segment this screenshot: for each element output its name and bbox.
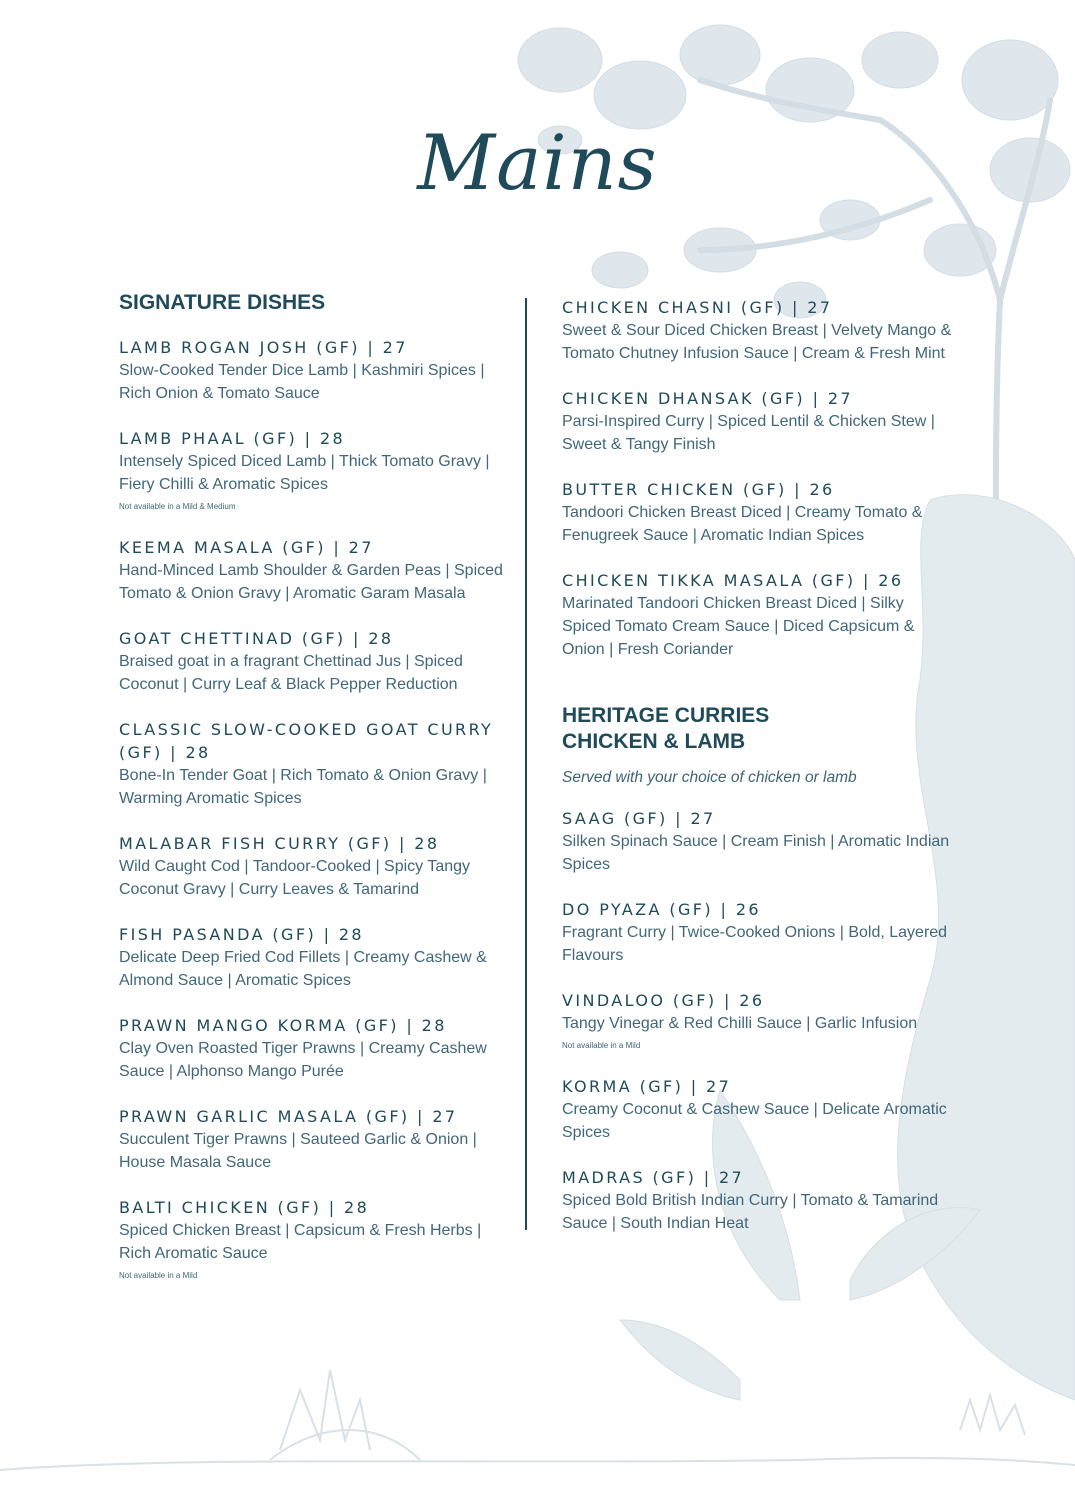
dish-description: Silken Spinach Sauce | Cream Finish | Aromatic Indian Spices bbox=[562, 833, 950, 873]
dish-note: Not available in a Mild & Medium bbox=[119, 502, 236, 511]
dish-name: BALTI CHICKEN (GF) | 28 bbox=[119, 1198, 370, 1217]
dish-item bbox=[119, 627, 504, 696]
dish-note: Not available in a Mild bbox=[562, 1041, 641, 1050]
dish-item bbox=[562, 1166, 952, 1235]
dish-name: BUTTER CHICKEN (GF) | 26 bbox=[562, 480, 835, 499]
dish-name: CHICKEN DHANSAK (GF) | 27 bbox=[562, 389, 853, 408]
dish-description: Sweet & Sour Diced Chicken Breast | Velvety Mango & Tomato Chutney Infusion Sauce | Cream & Fresh Mint bbox=[562, 322, 952, 362]
dish-note: Not available in a Mild bbox=[119, 1271, 198, 1280]
section-heading-heritage-sub: CHICKEN & LAMB bbox=[562, 730, 746, 753]
dish-item bbox=[562, 807, 952, 876]
page-title: Mains bbox=[417, 118, 658, 207]
dish-description: Tandoori Chicken Breast Diced | Creamy Tomato & Fenugreek Sauce | Aromatic Indian Spices bbox=[562, 504, 923, 544]
dish-name: LAMB PHAAL (GF) | 28 bbox=[119, 429, 346, 448]
dish-item bbox=[119, 1196, 504, 1280]
dish-name: MALABAR FISH CURRY (GF) | 28 bbox=[119, 834, 440, 853]
section-heading-heritage: HERITAGE CURRIES bbox=[562, 704, 770, 727]
dish-item bbox=[119, 536, 504, 605]
dish-description: Intensely Spiced Diced Lamb | Thick Tomato Gravy | Fiery Chilli & Aromatic Spices bbox=[119, 453, 490, 493]
dish-item bbox=[562, 989, 952, 1050]
dish-description: Spiced Bold British Indian Curry | Tomato & Tamarind Sauce | South Indian Heat bbox=[562, 1192, 939, 1232]
dish-name: CHICKEN TIKKA MASALA (GF) | 26 bbox=[562, 571, 904, 590]
column-divider bbox=[525, 298, 527, 1230]
left-column bbox=[119, 290, 504, 1280]
dish-item bbox=[119, 718, 504, 810]
dish-description: Parsi-Inspired Curry | Spiced Lentil & Chicken Stew | Sweet & Tangy Finish bbox=[562, 413, 935, 453]
dish-item bbox=[562, 1075, 952, 1144]
dish-description: Slow-Cooked Tender Dice Lamb | Kashmiri Spices | Rich Onion & Tomato Sauce bbox=[119, 362, 485, 402]
dish-item bbox=[562, 569, 952, 661]
dish-description: Hand-Minced Lamb Shoulder & Garden Peas | Spiced Tomato & Onion Gravy | Aromatic Garam Masala bbox=[119, 562, 503, 602]
dish-name: PRAWN MANGO KORMA (GF) | 28 bbox=[119, 1016, 447, 1035]
dish-name: CHICKEN CHASNI (GF) | 27 bbox=[562, 298, 833, 317]
dish-description: Tangy Vinegar & Red Chilli Sauce | Garlic Infusion bbox=[562, 1015, 918, 1032]
dish-name: PRAWN GARLIC MASALA (GF) | 27 bbox=[119, 1107, 458, 1126]
dish-item bbox=[562, 898, 952, 967]
dish-description: Delicate Deep Fried Cod Fillets | Creamy Cashew & Almond Sauce | Aromatic Spices bbox=[119, 949, 487, 989]
dish-description: Fragrant Curry | Twice-Cooked Onions | Bold, Layered Flavours bbox=[562, 924, 948, 964]
dish-item bbox=[119, 1105, 504, 1174]
dish-name: GOAT CHETTINAD (GF) | 28 bbox=[119, 629, 394, 648]
dish-item bbox=[562, 296, 952, 365]
dish-description: Succulent Tiger Prawns | Sauteed Garlic & Onion | House Masala Sauce bbox=[119, 1131, 477, 1171]
dish-item bbox=[119, 923, 504, 992]
section-subheading: Served with your choice of chicken or lamb bbox=[562, 769, 857, 786]
dish-description: Bone-In Tender Goat | Rich Tomato & Onion Gravy | Warming Aromatic Spices bbox=[119, 767, 487, 807]
dish-name: LAMB ROGAN JOSH (GF) | 27 bbox=[119, 338, 408, 357]
dish-name: VINDALOO (GF) | 26 bbox=[562, 991, 765, 1010]
dish-name: KORMA (GF) | 27 bbox=[562, 1077, 732, 1096]
dish-description: Marinated Tandoori Chicken Breast Diced | Silky Spiced Tomato Cream Sauce | Diced Capsicum & Onion | Fresh Coriander bbox=[562, 595, 915, 658]
dish-name: KEEMA MASALA (GF) | 27 bbox=[119, 538, 374, 557]
dish-item bbox=[119, 427, 504, 511]
dish-item bbox=[119, 1014, 504, 1083]
heritage-section-header bbox=[562, 703, 952, 787]
dish-item bbox=[119, 832, 504, 901]
dish-name: DO PYAZA (GF) | 26 bbox=[562, 900, 761, 919]
dish-description: Wild Caught Cod | Tandoor-Cooked | Spicy Tangy Coconut Gravy | Curry Leaves & Tamarind bbox=[119, 858, 471, 898]
dish-name: FISH PASANDA (GF) | 28 bbox=[119, 925, 365, 944]
dish-item bbox=[119, 336, 504, 405]
right-column bbox=[562, 296, 952, 1235]
dish-name: MADRAS (GF) | 27 bbox=[562, 1168, 745, 1187]
dish-description: Braised goat in a fragrant Chettinad Jus | Spiced Coconut | Curry Leaf & Black Pepper Reduction bbox=[119, 653, 463, 693]
dish-name: CLASSIC SLOW-COOKED GOAT CURRY (GF) | 28 bbox=[119, 720, 494, 762]
dish-description: Creamy Coconut & Cashew Sauce | Delicate Aromatic Spices bbox=[562, 1101, 947, 1141]
dish-name: SAAG (GF) | 27 bbox=[562, 809, 716, 828]
dish-description: Spiced Chicken Breast | Capsicum & Fresh Herbs | Rich Aromatic Sauce bbox=[119, 1222, 482, 1262]
dish-item bbox=[562, 387, 952, 456]
dish-item bbox=[562, 478, 952, 547]
dish-description: Clay Oven Roasted Tiger Prawns | Creamy Cashew Sauce | Alphonso Mango Purée bbox=[119, 1040, 487, 1080]
section-heading-signature: SIGNATURE DISHES bbox=[119, 291, 326, 314]
